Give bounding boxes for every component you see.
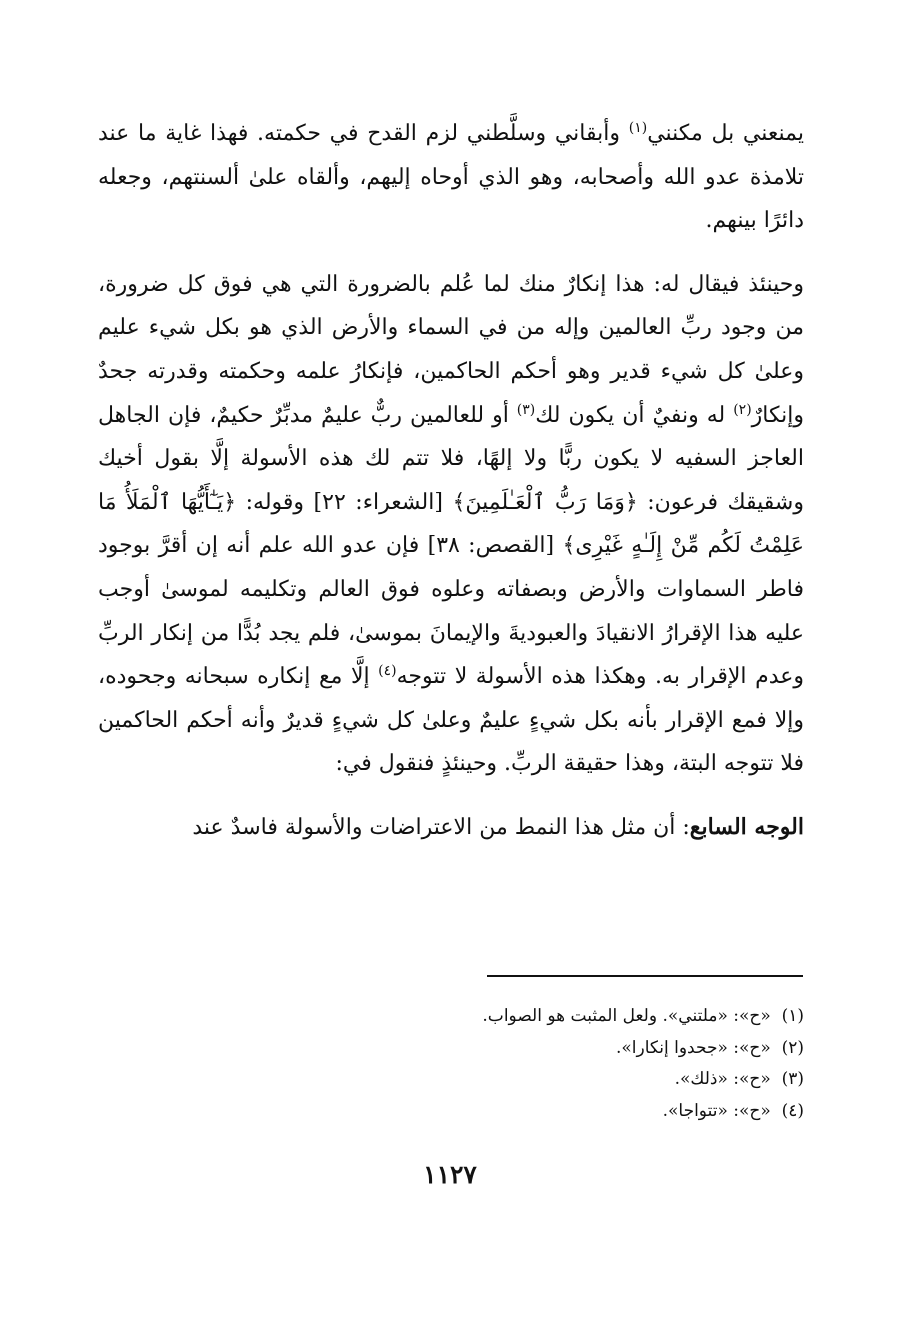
footnote-number: (٤) bbox=[781, 1100, 804, 1121]
paragraph-3 bbox=[98, 806, 804, 850]
footnote-ref[interactable]: (١) bbox=[628, 120, 648, 136]
text-segment: أو للعالمين ربٌّ عليمٌ مدبِّرٌ حكيمٌ، فإن الجاهل العاجز السفيه لا يكون ربًّا ولا إلهًا، فلا تتم لك هذه الأسولة إلَّا بقول أخيك وشقيقك فرعون: ﴿وَمَا رَبُّ ٱلْعَـٰلَمِينَ﴾ [الشعراء: ٢٢] وقوله: ﴿يَـٰٓأَيُّهَا ٱلْمَلَأُ مَا عَلِمْتُ لَكُم مِّنْ إِلَـٰهٍ غَيْرِى﴾ [القصص: ٣٨] فإن عدو الله علم أنه إن أقرَّ بوجود فاطر السماوات والأرض وبصفاته وعلوه فوق العالم وتكليمه لموسىٰ أوجب عليه هذا الإقرارُ الانقيادَ والعبوديةَ والإيمانَ بموسىٰ، فلم يجد بُدًّا من إنكار الربِّ وعدم الإقرار به. وهكذا هذه الأسولة لا تتوجه bbox=[98, 402, 804, 690]
footnote-text: «ح»: «تتواجا». bbox=[662, 1100, 771, 1121]
footnote-number: (٢) bbox=[781, 1037, 804, 1058]
paragraph-1 bbox=[98, 112, 804, 243]
footnote-ref[interactable]: (٤) bbox=[378, 663, 397, 680]
main-text bbox=[98, 112, 804, 850]
footnote-ref[interactable]: (٣) bbox=[516, 401, 536, 418]
footnote-1 bbox=[384, 1001, 804, 1033]
lead-heading: الوجه السابع bbox=[689, 813, 804, 840]
text-segment: إلَّا مع إنكاره سبحانه وجحوده، وإلا فمع الإقرار بأنه بكل شيءٍ عليمٌ وعلىٰ كل شيءٍ قديرٌ وأنه أحكم الحاكمين فلا تتوجه البتة، وهذا حقيقة الربِّ. وحينئذٍ فنقول في: bbox=[98, 664, 804, 777]
footnote-4 bbox=[384, 1096, 804, 1128]
text-segment: : أن مثل هذا النمط من الاعتراضات والأسولة فاسدٌ عند bbox=[192, 814, 690, 840]
footnote-number: (٣) bbox=[781, 1069, 804, 1089]
text-segment: يمنعني بل مكنني bbox=[647, 121, 804, 146]
footnotes bbox=[384, 1001, 804, 1127]
text-segment: له ونفيٌ أن يكون لك bbox=[535, 402, 734, 428]
footnote-number: (١) bbox=[781, 1006, 804, 1026]
footnote-3 bbox=[384, 1064, 804, 1096]
text-segment: وحينئذ فيقال له: هذا إنكارٌ منك لما عُلم بالضرورة التي هي فوق كل ضرورة، من وجود ربِّ العالمين وإله من في السماء والأرض الذي هو بكل شيء عليم وعلىٰ كل شيء قدير وهو أحكم الحاكمين، فإنكارُ علمه وحكمته وقدرته جحدٌ وإنكارٌ bbox=[98, 271, 804, 428]
footnote-text: «ح»: «جحدوا إنكارا». bbox=[615, 1037, 771, 1058]
page-number: ١١٢٧ bbox=[423, 1160, 477, 1189]
footnote-divider bbox=[487, 975, 803, 977]
footnote-text: «ح»: «ذلك». bbox=[674, 1069, 771, 1089]
footnote-text: «ح»: «ملتني». ولعل المثبت هو الصواب. bbox=[482, 1006, 771, 1026]
footnote-ref[interactable]: (٢) bbox=[733, 401, 752, 418]
text-segment: وأبقاني وسلَّطني لزم القدح في حكمته. فهذا غاية ما عند تلامذة عدو الله وأصحابه، وهو الذي أوحاه إليهم، وألقاه علىٰ ألسنتهم، وجعله دائرًا بينهم. bbox=[98, 121, 805, 234]
paragraph-2 bbox=[98, 263, 804, 786]
footnote-2 bbox=[384, 1033, 804, 1065]
